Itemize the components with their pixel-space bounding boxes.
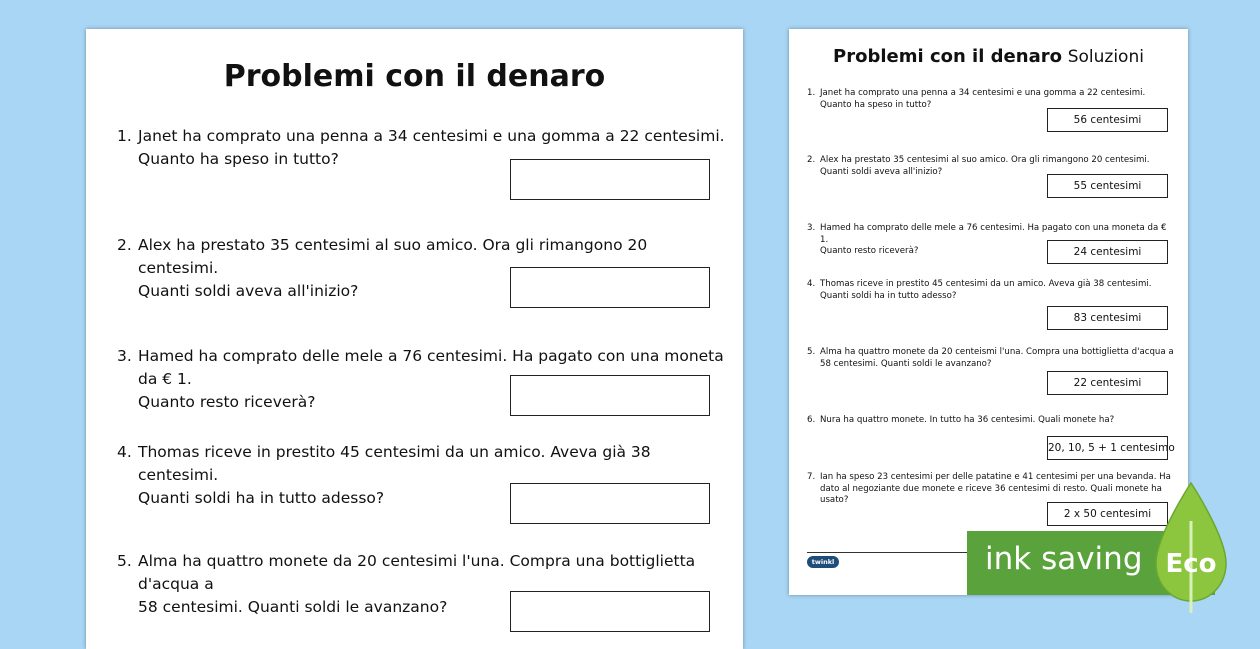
question-line: Janet ha comprato una penna a 34 centesimi e una gomma a 22 centesimi. xyxy=(138,127,725,145)
solution-answer-3: 24 centesimi xyxy=(1047,240,1168,264)
solution-answer-7: 2 x 50 centesimi xyxy=(1047,502,1168,526)
solution-answer-2: 55 centesimi xyxy=(1047,174,1168,198)
answer-box-4[interactable] xyxy=(510,483,710,524)
question-number: 1. xyxy=(117,127,132,145)
question-line: Quanto ha speso in tutto? xyxy=(138,150,339,168)
solution-line: Hamed ha comprato delle mele a 76 centesimi. Ha pagato con una moneta da € 1. xyxy=(820,223,1167,245)
question-number: 5. xyxy=(117,552,132,570)
eco-drop-icon xyxy=(1148,481,1234,613)
solutions-title-suffix: Soluzioni xyxy=(1067,47,1144,67)
solution-number: 7. xyxy=(807,472,816,482)
solution-line: Alma ha quattro monete da 20 centeismi l'una. Compra una bottiglietta d'acqua a xyxy=(820,347,1174,357)
solution-line: Quanto resto riceverà? xyxy=(820,246,919,256)
solution-number: 4. xyxy=(807,279,816,289)
solution-answer-5: 22 centesimi xyxy=(1047,371,1168,395)
question-line: Quanto resto riceverà? xyxy=(138,393,316,411)
solution-line: Thomas riceve in prestito 45 centesimi da un amico. Aveva già 38 centesimi. xyxy=(820,279,1152,289)
question-number: 2. xyxy=(117,236,132,254)
eco-label: Eco xyxy=(1165,549,1217,579)
solution-number: 6. xyxy=(807,415,816,425)
solution-answer-6: 20, 10, 5 + 1 centesimo xyxy=(1047,436,1168,460)
solution-number: 5. xyxy=(807,347,816,357)
answer-box-3[interactable] xyxy=(510,375,710,416)
ink-saving-label: ink saving xyxy=(985,541,1143,577)
question-line: Thomas riceve in prestito 45 centesimi da un amico. Aveva già 38 centesimi. xyxy=(138,443,651,484)
solutions-page xyxy=(789,29,1188,595)
question-line: Hamed ha comprato delle mele a 76 centesimi. Ha pagato con una moneta da € 1. xyxy=(138,347,724,388)
question-line: Quanti soldi aveva all'inizio? xyxy=(138,282,359,300)
solution-line: 58 centesimi. Quanti soldi le avanzano? xyxy=(820,358,992,369)
solution-line: Alex ha prestato 35 centesimi al suo amico. Ora gli rimangono 20 centesimi. xyxy=(820,155,1150,165)
question-line: Alex ha prestato 35 centesimi al suo amico. Ora gli rimangono 20 centesimi. xyxy=(138,236,648,277)
solution-number: 2. xyxy=(807,155,816,165)
solution-line: Nura ha quattro monete. In tutto ha 36 centesimi. Quali monete ha? xyxy=(820,415,1115,425)
solution-number: 3. xyxy=(807,223,816,233)
question-line: 58 centesimi. Quanti soldi le avanzano? xyxy=(138,598,448,616)
question-line: Quanti soldi ha in tutto adesso? xyxy=(138,489,385,507)
solutions-title-main: Problemi con il denaro xyxy=(833,46,1062,67)
solution-line: Janet ha comprato una penna a 34 centesimi e una gomma a 22 centesimi. xyxy=(820,88,1146,98)
question-line: Alma ha quattro monete da 20 centesimi l'una. Compra una bottiglietta d'acqua a xyxy=(138,552,696,593)
twinkl-logo: twinkl xyxy=(807,556,839,568)
question-number: 3. xyxy=(117,347,132,365)
solution-line: Quanti soldi ha in tutto adesso? xyxy=(820,290,957,301)
worksheet-title: Problemi con il denaro xyxy=(223,59,606,94)
solution-answer-4: 83 centesimi xyxy=(1047,306,1168,330)
answer-box-1[interactable] xyxy=(510,159,710,200)
solution-line: usato? xyxy=(820,495,849,505)
solution-line: dato al negoziante due monete e riceve 36 centesimi di resto. Quali monete ha xyxy=(820,483,1162,494)
solution-number: 1. xyxy=(807,88,816,98)
solution-answer-1: 56 centesimi xyxy=(1047,108,1168,132)
solution-line: Quanti soldi aveva all'inizio? xyxy=(820,166,943,177)
solutions-title xyxy=(789,46,1188,67)
question-number: 4. xyxy=(117,443,132,461)
answer-box-2[interactable] xyxy=(510,267,710,308)
worksheet-page xyxy=(86,29,743,649)
solution-line: Quanto ha speso in tutto? xyxy=(820,99,932,110)
answer-box-5[interactable] xyxy=(510,591,710,632)
solution-line: Ian ha speso 23 centesimi per delle patatine e 41 centesimi per una bevanda. Ha xyxy=(820,472,1171,482)
